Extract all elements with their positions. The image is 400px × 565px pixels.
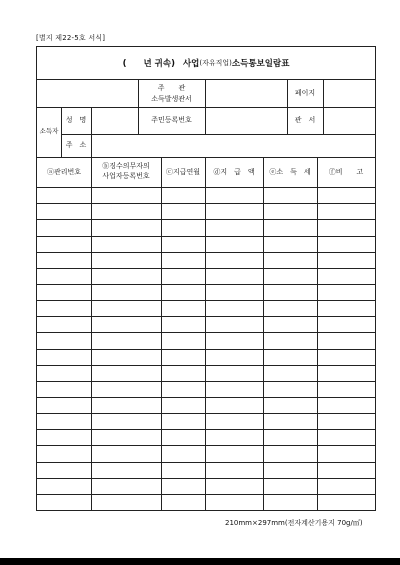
table-row-line — [37, 478, 375, 479]
name-label: 성 명 — [65, 116, 87, 124]
rrn-label: 주민등록번호 — [151, 116, 192, 124]
office-label-2: 소득발생관서 — [151, 95, 192, 103]
table-row-line — [37, 429, 375, 430]
title-main: 사업 — [182, 59, 200, 69]
table-row-line — [37, 365, 375, 366]
table-row-line — [37, 300, 375, 301]
col-header-pay-month: ⓒ지급연월 — [165, 168, 201, 176]
table-row-line — [37, 445, 375, 446]
title-year: ( 년 귀속) — [122, 59, 175, 69]
col-header-pay-amount: ⓓ지 급 액 — [213, 168, 255, 176]
table-row-line — [37, 381, 375, 382]
table-row-line — [37, 413, 375, 414]
page-label: 페이지 — [294, 89, 316, 97]
form-sheet — [36, 46, 376, 511]
col-header-biz-no-line1: ⓑ징수의무자의 — [102, 162, 150, 170]
col-header-mgmt-no: ⓐ관리번호 — [46, 168, 82, 176]
table-row-line — [37, 236, 375, 237]
paper-spec: 210mm×297mm(전자계산기용지 70g/㎡) — [225, 519, 363, 527]
form-number: [별지 제22-5호 서식] — [36, 34, 106, 42]
table-row-line — [37, 462, 375, 463]
col-header-income-tax: ⓔ소 득 세 — [269, 168, 311, 176]
bottom-edge-bar — [0, 558, 400, 565]
title-sub: (자유직업) — [199, 59, 232, 67]
office-label-1: 주 관 — [157, 84, 186, 92]
form-title — [37, 47, 375, 80]
title-rest: 소득통보일람표 — [231, 59, 290, 69]
table-row-line — [37, 284, 375, 285]
tax-office-label: 관 서 — [294, 116, 316, 124]
table-row-line — [37, 268, 375, 269]
table-row-line — [37, 494, 375, 495]
table-row-line — [37, 316, 375, 317]
table-row-line — [37, 252, 375, 253]
table-row-line — [37, 397, 375, 398]
col-header-remarks: ⓕ비 고 — [328, 168, 364, 176]
table-row-line — [37, 219, 375, 220]
earner-label: 소득자 — [39, 127, 59, 135]
col-header-biz-no — [91, 161, 161, 181]
table-row-line — [37, 349, 375, 350]
col-header-biz-no-line2: 사업자등록번호 — [102, 172, 150, 180]
address-label: 주 소 — [65, 141, 87, 149]
table-row-line — [37, 332, 375, 333]
table-row-line — [37, 203, 375, 204]
